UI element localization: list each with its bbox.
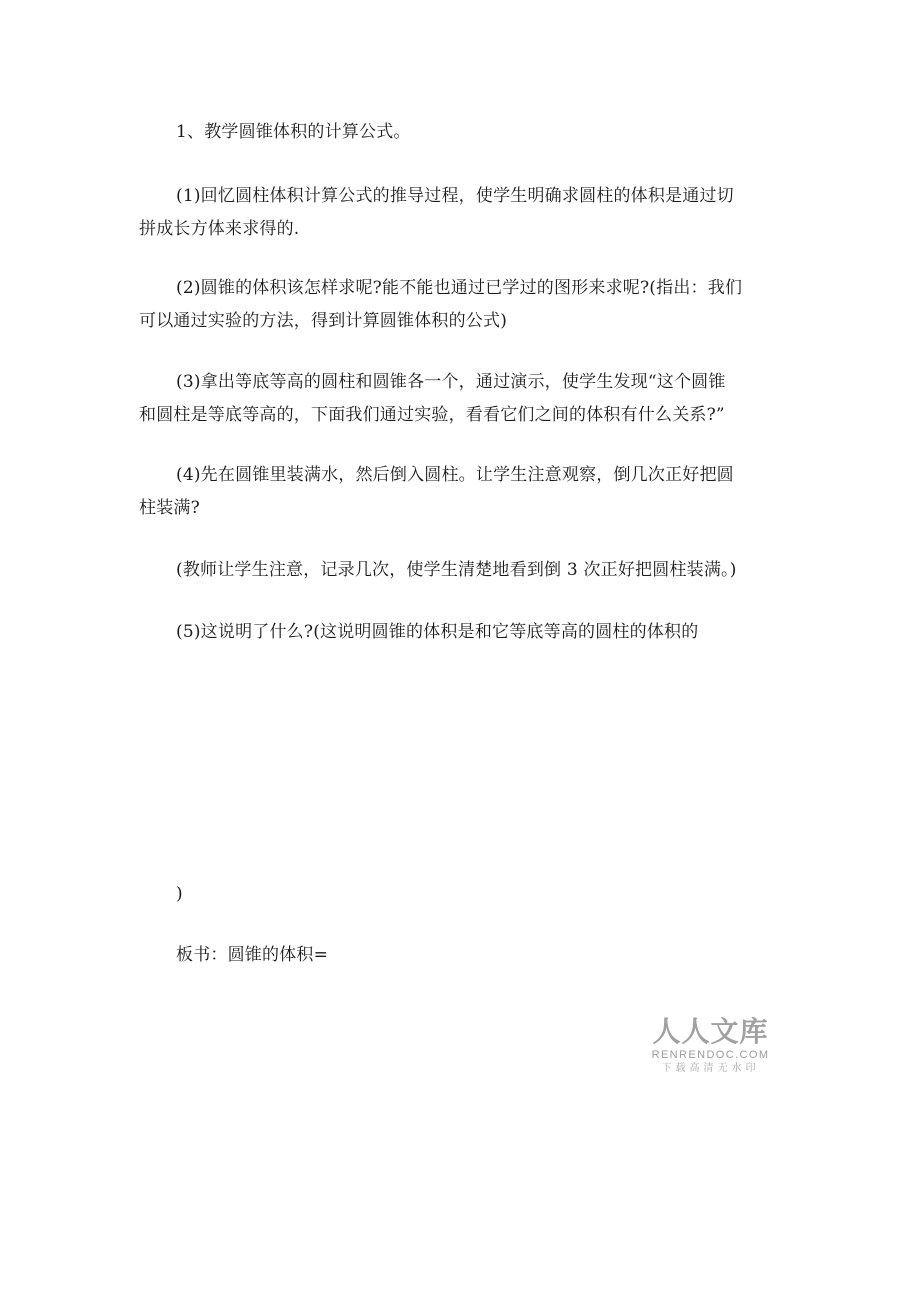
watermark-title: 人人文库	[652, 1015, 769, 1048]
paragraph-1-line-1: (1)回忆圆柱体积计算公式的推导过程，使学生明确求圆柱的体积是通过切	[176, 186, 734, 206]
paragraph-2-line-2: 可以通过实验的方法，得到计算圆锥体积的公式)	[139, 311, 508, 331]
paragraph-3-line-1: (3)拿出等底等高的圆柱和圆锥各一个，通过演示，使学生发现“这个圆锥	[176, 372, 726, 392]
watermark-subtitle: 下载高清无水印	[661, 1063, 760, 1074]
paragraph-4-line-1: (4)先在圆锥里装满水，然后倒入圆柱。让学生注意观察，倒几次正好把圆	[176, 465, 734, 485]
section-heading: 1、教学圆锥体积的计算公式。	[176, 122, 411, 142]
paragraph-2-line-1: (2)圆锥的体积该怎样求呢?能不能也通过已学过的图形来求呢?(指出：我们	[176, 278, 743, 298]
watermark-url: RENRENDOC.COM	[651, 1049, 770, 1061]
paragraph-1-line-2: 拼成长方体来求得的.	[139, 219, 300, 239]
paragraph-6: (5)这说明了什么?(这说明圆锥的体积是和它等底等高的圆柱的体积的	[176, 622, 699, 642]
paragraph-5: (教师让学生注意，记录几次，使学生清楚地看到倒 3 次正好把圆柱装满。)	[176, 560, 737, 580]
blackboard-note: 板书：圆锥的体积=	[176, 945, 329, 965]
watermark-logo	[648, 1016, 773, 1076]
paragraph-3-line-2: 和圆柱是等底等高的，下面我们通过实验，看看它们之间的体积有什么关系?”	[139, 405, 725, 425]
paragraph-4-line-2: 柱装满?	[139, 498, 200, 518]
closing-parenthesis: )	[176, 884, 183, 904]
